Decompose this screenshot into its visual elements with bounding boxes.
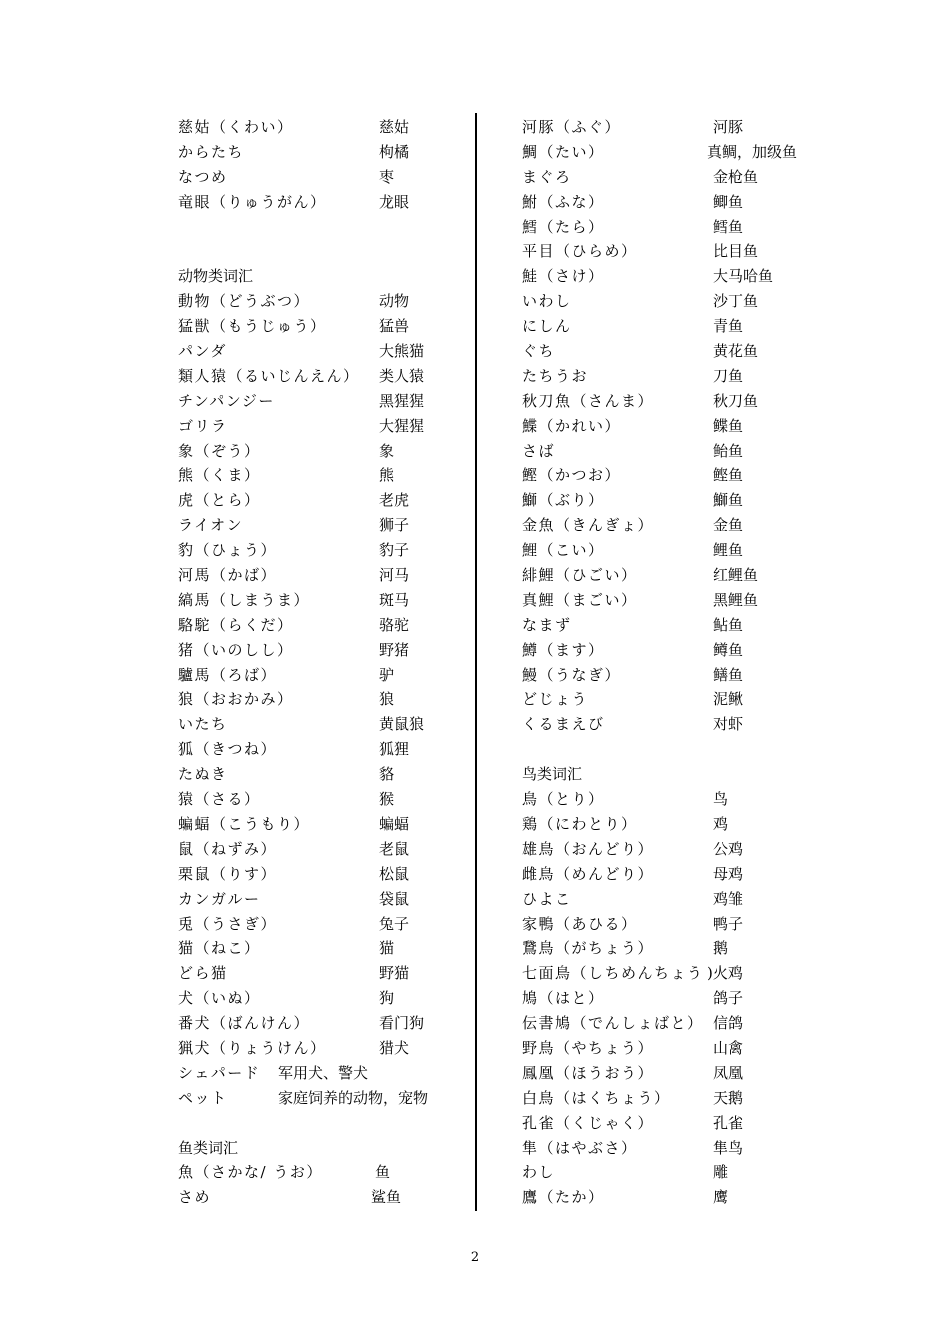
vocab-entry	[178, 513, 468, 538]
chinese-meaning: 母鸡	[713, 864, 744, 883]
japanese-term: 縞馬（しまうま）	[178, 590, 311, 609]
japanese-term: 鮒（ふな）	[522, 192, 605, 211]
blank-row	[178, 1111, 468, 1136]
japanese-term: 隼（はやぶさ）	[522, 1138, 638, 1157]
chinese-meaning: 信鸽	[713, 1014, 744, 1033]
japanese-term: たちうお	[522, 366, 589, 385]
vocab-entry	[178, 364, 468, 389]
chinese-meaning: 真鲷，加级鱼	[707, 142, 798, 161]
vocab-entry	[178, 1061, 468, 1086]
vocab-entry	[522, 613, 822, 638]
chinese-meaning: 动物	[379, 292, 410, 311]
vocab-entry	[522, 239, 822, 264]
vocab-entry	[522, 961, 822, 986]
page-number: 2	[470, 1250, 480, 1265]
chinese-meaning: 类人猿	[379, 366, 425, 385]
chinese-meaning: 红鲤鱼	[713, 566, 759, 585]
chinese-meaning: 鳕鱼	[713, 217, 744, 236]
chinese-meaning: 貉	[379, 765, 395, 784]
japanese-term: わし	[522, 1163, 556, 1182]
japanese-term: 雌鳥（めんどり）	[522, 864, 655, 883]
vocab-entry	[522, 663, 822, 688]
chinese-meaning: 大猩猩	[379, 416, 425, 435]
japanese-term: なまず	[522, 615, 572, 634]
vocab-entry	[522, 314, 822, 339]
japanese-term: いわし	[522, 292, 572, 311]
chinese-meaning: 猎犬	[379, 1038, 410, 1057]
japanese-term: 猿（さる）	[178, 790, 261, 809]
japanese-term: ペット	[178, 1088, 228, 1107]
japanese-term: ぐち	[522, 342, 556, 361]
chinese-meaning: 狐狸	[379, 740, 410, 759]
japanese-term: 真鯉（まごい）	[522, 590, 638, 609]
chinese-meaning: 隼鸟	[713, 1138, 744, 1157]
japanese-term: 伝書鳩（でんしょばと）	[522, 1014, 704, 1033]
japanese-term: 猛獣（もうじゅう）	[178, 317, 327, 336]
vocab-entry	[178, 837, 468, 862]
chinese-meaning: 狼	[379, 690, 395, 709]
chinese-meaning: 鸡	[713, 814, 729, 833]
vocab-entry	[178, 1086, 468, 1111]
vocab-entry	[522, 687, 822, 712]
chinese-meaning: 兔子	[379, 914, 410, 933]
vocab-entry	[522, 364, 822, 389]
vocab-entry	[178, 165, 468, 190]
vocab-entry	[178, 140, 468, 165]
vocab-entry	[522, 538, 822, 563]
japanese-term: 鰈（かれい）	[522, 416, 622, 435]
vocab-entry	[522, 936, 822, 961]
vocab-entry	[522, 215, 822, 240]
vocab-entry	[178, 787, 468, 812]
chinese-meaning: 狮子	[379, 516, 410, 535]
chinese-meaning: 鲫鱼	[713, 192, 744, 211]
vocab-entry	[178, 463, 468, 488]
vocab-entry	[178, 414, 468, 439]
japanese-term: ライオン	[178, 516, 244, 535]
chinese-meaning: 对虾	[713, 715, 744, 734]
vocab-entry	[178, 563, 468, 588]
vocab-entry	[178, 1011, 468, 1036]
vocab-entry	[178, 986, 468, 1011]
japanese-term: 狐（きつね）	[178, 740, 278, 759]
japanese-term: チンパンジー	[178, 391, 275, 410]
blank-row	[178, 215, 468, 240]
vocab-entry	[522, 1061, 822, 1086]
japanese-term: いたち	[178, 715, 228, 734]
chinese-meaning: 刀鱼	[713, 366, 744, 385]
vocab-entry	[178, 762, 468, 787]
chinese-meaning: 鰤鱼	[713, 491, 744, 510]
chinese-meaning: 鱼	[375, 1163, 391, 1182]
japanese-term: 犬（いぬ）	[178, 989, 261, 1008]
chinese-meaning: 河豚	[713, 118, 744, 136]
vocab-entry	[178, 289, 468, 314]
japanese-term: 魚（さかな/ うお）	[178, 1163, 323, 1182]
chinese-meaning: 黑鲤鱼	[713, 590, 759, 609]
chinese-meaning: 比目鱼	[713, 242, 759, 261]
chinese-meaning: 鲤鱼	[713, 541, 744, 560]
japanese-term: 栗鼠（りす）	[178, 864, 278, 883]
chinese-meaning: 鸡雏	[713, 889, 744, 908]
vocab-entry	[522, 1036, 822, 1061]
chinese-meaning: 军用犬、警犬	[278, 1063, 369, 1082]
vocab-entry	[522, 414, 822, 439]
japanese-term: シェパード	[178, 1063, 261, 1082]
chinese-meaning: 河马	[379, 566, 410, 585]
chinese-meaning: 鲣鱼	[713, 466, 744, 485]
chinese-meaning: 雕	[713, 1163, 729, 1182]
japanese-term: 鰹（かつお）	[522, 466, 622, 485]
vocab-entry	[178, 638, 468, 663]
japanese-term: さば	[522, 441, 556, 460]
vocab-entry	[522, 264, 822, 289]
japanese-term: 動物（どうぶつ）	[178, 292, 311, 311]
vocab-entry	[522, 1185, 822, 1210]
japanese-term: 竜眼（りゅうがん）	[178, 192, 327, 211]
vocab-entry	[178, 887, 468, 912]
japanese-term: 金魚（きんぎょ）	[522, 516, 655, 535]
japanese-term: にしん	[522, 317, 572, 336]
vocab-entry	[522, 638, 822, 663]
chinese-meaning: 山禽	[713, 1038, 744, 1057]
chinese-meaning: 金枪鱼	[713, 167, 759, 186]
japanese-term: 平目（ひらめ）	[522, 242, 638, 261]
vocab-entry	[178, 663, 468, 688]
japanese-term: 鼠（ねずみ）	[178, 839, 278, 858]
vocab-entry	[522, 912, 822, 937]
vocab-entry	[178, 912, 468, 937]
japanese-term: 白鳥（はくちょう）	[522, 1088, 671, 1107]
chinese-meaning: 猴	[379, 790, 395, 809]
japanese-term: ひよこ	[522, 889, 572, 908]
chinese-meaning: 凤凰	[713, 1063, 744, 1082]
japanese-term: 緋鯉（ひごい）	[522, 566, 638, 585]
japanese-term: 鰻（うなぎ）	[522, 665, 622, 684]
japanese-term: 豹（ひょう）	[178, 541, 278, 560]
vocab-entry	[522, 837, 822, 862]
japanese-term: 兎（うさぎ）	[178, 914, 278, 933]
japanese-term: 鯉（こい）	[522, 541, 605, 560]
chinese-meaning: 慈姑	[379, 118, 410, 136]
column-divider	[475, 113, 477, 1211]
chinese-meaning: 象	[379, 441, 395, 460]
chinese-meaning: 鹅	[713, 939, 729, 958]
chinese-meaning: 猫	[379, 939, 395, 958]
left-column	[178, 115, 468, 1210]
chinese-meaning: 豹子	[379, 541, 410, 560]
chinese-meaning: 斑马	[379, 590, 410, 609]
vocab-entry	[522, 165, 822, 190]
vocab-entry	[522, 140, 822, 165]
japanese-term: 雄鳥（おんどり）	[522, 839, 655, 858]
vocab-entry	[522, 1086, 822, 1111]
vocab-entry	[178, 389, 468, 414]
japanese-term: カンガルー	[178, 889, 261, 908]
japanese-term: 鰤（ぶり）	[522, 491, 605, 510]
japanese-term: なつめ	[178, 167, 228, 186]
chinese-meaning: 孔雀	[713, 1113, 744, 1132]
chinese-meaning: 驴	[379, 665, 395, 684]
japanese-term: どじょう	[522, 690, 589, 709]
japanese-term: さめ	[178, 1188, 212, 1207]
vocab-entry	[178, 439, 468, 464]
vocab-entry	[522, 513, 822, 538]
chinese-meaning: 青鱼	[713, 317, 744, 336]
vocab-entry	[522, 812, 822, 837]
chinese-meaning: 沙丁鱼	[713, 292, 759, 311]
japanese-term: どら猫	[178, 964, 228, 983]
chinese-meaning: 蝙蝠	[379, 814, 410, 833]
chinese-meaning: 熊	[379, 466, 395, 485]
chinese-meaning: 野猪	[379, 640, 410, 659]
japanese-term: 鵞鳥（がちょう）	[522, 939, 655, 958]
japanese-term: 類人猿（るいじんえん）	[178, 366, 360, 385]
vocab-entry	[522, 712, 822, 737]
vocab-entry	[522, 1111, 822, 1136]
chinese-meaning: 鳟鱼	[713, 640, 744, 659]
chinese-meaning: 猛兽	[379, 317, 410, 336]
chinese-meaning: 公鸡	[713, 839, 744, 858]
japanese-term: 熊（くま）	[178, 466, 261, 485]
section-heading-text: 动物类词汇	[178, 267, 254, 286]
vocab-entry	[178, 862, 468, 887]
vocab-entry	[178, 1160, 468, 1185]
japanese-term: ゴリラ	[178, 416, 228, 435]
section-heading	[178, 264, 468, 289]
vocab-entry	[522, 862, 822, 887]
vocab-entry	[522, 887, 822, 912]
japanese-term: 象（ぞう）	[178, 441, 261, 460]
chinese-meaning: 大熊猫	[379, 342, 425, 361]
chinese-meaning: 鲐鱼	[713, 441, 744, 460]
chinese-meaning: 鹰	[713, 1188, 729, 1207]
vocab-entry	[178, 712, 468, 737]
chinese-meaning: 龙眼	[379, 192, 410, 211]
vocab-entry	[522, 115, 822, 140]
blank-row	[178, 239, 468, 264]
vocab-entry	[522, 289, 822, 314]
chinese-meaning: 鸭子	[713, 914, 744, 933]
chinese-meaning: 枸橘	[379, 142, 410, 161]
japanese-term: 野鳥（やちょう）	[522, 1038, 655, 1057]
vocab-entry	[178, 687, 468, 712]
chinese-meaning: 鸟	[713, 790, 729, 809]
japanese-term: 鱈（たら）	[522, 217, 605, 236]
chinese-meaning: 鲽鱼	[713, 416, 744, 435]
vocab-entry	[178, 1036, 468, 1061]
japanese-term: 鯛（たい）	[522, 142, 605, 161]
chinese-meaning: 松鼠	[379, 864, 410, 883]
japanese-term: 虎（とら）	[178, 491, 261, 510]
section-heading	[178, 1136, 468, 1161]
chinese-meaning: 家庭饲养的动物，宠物	[278, 1088, 429, 1107]
vocab-entry	[178, 961, 468, 986]
right-column	[522, 115, 822, 1210]
japanese-term: 河豚（ふぐ）	[522, 118, 622, 136]
japanese-term: まぐろ	[522, 167, 572, 186]
chinese-meaning: 鲇鱼	[713, 615, 744, 634]
vocab-entry	[178, 737, 468, 762]
chinese-meaning: 看门狗	[379, 1014, 425, 1033]
japanese-term: 猟犬（りょうけん）	[178, 1038, 327, 1057]
japanese-term: 駱駝（らくだ）	[178, 615, 294, 634]
japanese-term: 孔雀（くじゃく）	[522, 1113, 655, 1132]
vocab-entry	[178, 538, 468, 563]
chinese-meaning: 老鼠	[379, 839, 410, 858]
chinese-meaning: 大马哈鱼	[713, 267, 774, 286]
japanese-term: 蝙蝠（こうもり）	[178, 814, 311, 833]
section-heading	[522, 762, 822, 787]
vocab-entry	[522, 1011, 822, 1036]
japanese-term: 番犬（ばんけん）	[178, 1014, 311, 1033]
vocab-entry	[178, 488, 468, 513]
vocab-entry	[178, 588, 468, 613]
vocab-entry	[522, 463, 822, 488]
chinese-meaning: 黄鼠狼	[379, 715, 425, 734]
chinese-meaning: 金鱼	[713, 516, 744, 535]
chinese-meaning: 鳝鱼	[713, 665, 744, 684]
japanese-term: 七面鳥（しちめんちょう	[522, 964, 704, 983]
chinese-meaning: 鸽子	[713, 989, 744, 1008]
vocab-entry	[522, 389, 822, 414]
chinese-meaning: )火鸡	[707, 964, 743, 983]
japanese-term: 秋刀魚（さんま）	[522, 391, 655, 410]
vocab-entry	[178, 314, 468, 339]
vocab-entry	[522, 986, 822, 1011]
section-heading-text: 鸟类词汇	[522, 765, 583, 784]
japanese-term: 鮭（さけ）	[522, 267, 605, 286]
japanese-term: たぬき	[178, 765, 228, 784]
japanese-term: 鳩（はと）	[522, 989, 605, 1008]
japanese-term: 鶏（にわとり）	[522, 814, 638, 833]
japanese-term: 鷹（たか）	[522, 1188, 605, 1207]
vocab-entry	[178, 936, 468, 961]
blank-row	[522, 737, 822, 762]
chinese-meaning: 骆驼	[379, 615, 410, 634]
japanese-term: 家鴨（あひる）	[522, 914, 638, 933]
vocab-entry	[522, 339, 822, 364]
vocab-entry	[522, 1136, 822, 1161]
vocab-entry	[522, 488, 822, 513]
japanese-term: パンダ	[178, 342, 227, 361]
vocab-entry	[178, 115, 468, 140]
japanese-term: くるまえび	[522, 715, 605, 734]
section-heading-text: 鱼类词汇	[178, 1138, 239, 1157]
japanese-term: 鱒（ます）	[522, 640, 605, 659]
japanese-term: 慈姑（くわい）	[178, 118, 294, 136]
vocab-entry	[178, 339, 468, 364]
chinese-meaning: 袋鼠	[379, 889, 410, 908]
japanese-term: 驢馬（ろば）	[178, 665, 278, 684]
vocab-entry	[522, 787, 822, 812]
japanese-term: 鳳凰（ほうおう）	[522, 1063, 655, 1082]
chinese-meaning: 狗	[379, 989, 395, 1008]
japanese-term: 河馬（かば）	[178, 566, 278, 585]
japanese-term: 狼（おおかみ）	[178, 690, 294, 709]
vocab-entry	[522, 190, 822, 215]
chinese-meaning: 黑猩猩	[379, 391, 425, 410]
japanese-term: 猫（ねこ）	[178, 939, 261, 958]
vocab-entry	[178, 1185, 468, 1210]
chinese-meaning: 黄花鱼	[713, 342, 759, 361]
japanese-term: 猪（いのしし）	[178, 640, 294, 659]
japanese-term: 鳥（とり）	[522, 790, 605, 809]
chinese-meaning: 老虎	[379, 491, 410, 510]
chinese-meaning: 天鹅	[713, 1088, 744, 1107]
japanese-term: からたち	[178, 142, 245, 161]
vocab-entry	[178, 812, 468, 837]
vocab-entry	[178, 613, 468, 638]
chinese-meaning: 泥鳅	[713, 690, 744, 709]
chinese-meaning: 秋刀鱼	[713, 391, 759, 410]
chinese-meaning: 野猫	[379, 964, 410, 983]
chinese-meaning: 枣	[379, 167, 395, 186]
chinese-meaning: 鲨鱼	[371, 1188, 402, 1207]
vocab-entry	[522, 563, 822, 588]
vocab-entry	[522, 439, 822, 464]
vocab-entry	[522, 588, 822, 613]
vocab-entry	[178, 190, 468, 215]
vocab-entry	[522, 1160, 822, 1185]
